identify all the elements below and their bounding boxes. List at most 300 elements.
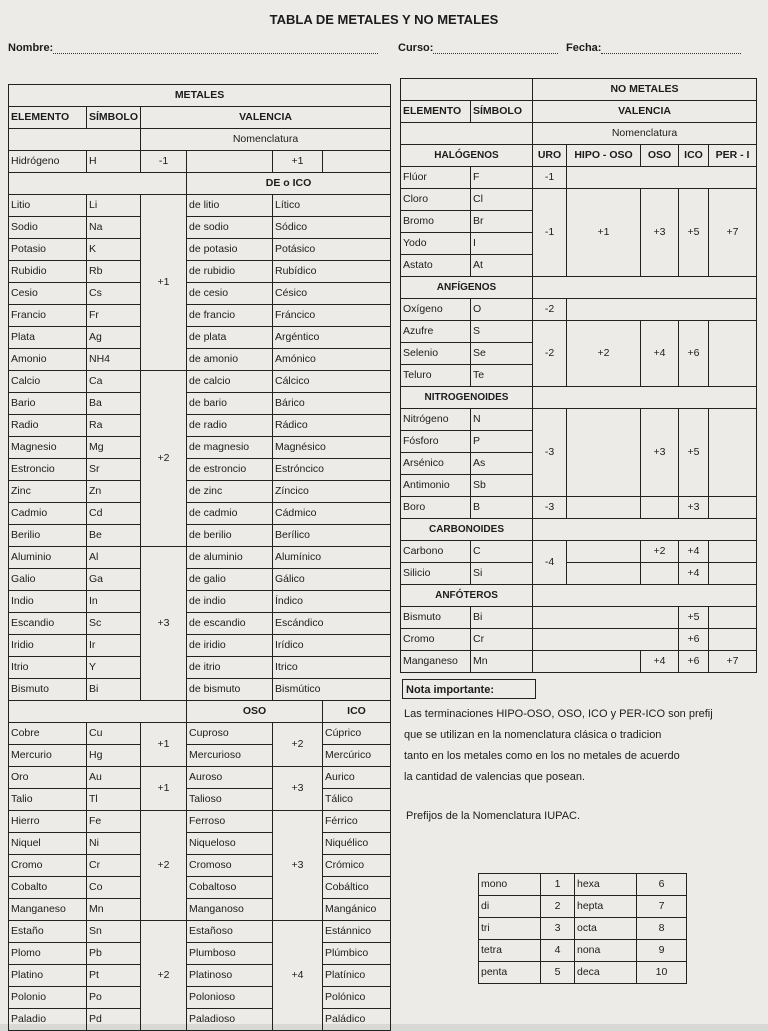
table-cell: Co: [87, 877, 141, 899]
table-cell: Itrio: [9, 657, 87, 679]
table-cell: Plata: [9, 327, 87, 349]
valencia-cell: +2: [273, 723, 323, 767]
table-cell: Azufre: [401, 321, 471, 343]
table-cell: +6: [679, 651, 709, 673]
table-cell: de calcio: [187, 371, 273, 393]
table-cell: tri: [479, 918, 541, 940]
fecha-field: Fecha:: [566, 42, 741, 54]
table-cell: Pt: [87, 965, 141, 987]
table-cell: 9: [637, 940, 687, 962]
table-cell: -2: [533, 299, 567, 321]
table-cell: Potásico: [273, 239, 391, 261]
metal-row: [9, 899, 391, 921]
table-cell: [533, 607, 679, 629]
table-cell: Fr: [87, 305, 141, 327]
iupac-title: Prefijos de la Nomenclatura IUPAC.: [406, 810, 581, 822]
table-cell: Selenio: [401, 343, 471, 365]
table-cell: Talio: [9, 789, 87, 811]
table-cell: Cu: [87, 723, 141, 745]
metal-row: [9, 789, 391, 811]
table-row: [401, 387, 757, 409]
table-cell: Cs: [87, 283, 141, 305]
metal-row: [9, 1009, 391, 1031]
table-cell: Fósforo: [401, 431, 471, 453]
table-cell: Oxígeno: [401, 299, 471, 321]
table-cell: At: [471, 255, 533, 277]
table-cell: Ra: [87, 415, 141, 437]
table-cell: [533, 277, 757, 299]
table-cell: 2: [541, 896, 575, 918]
table-cell: hexa: [575, 874, 637, 896]
table-cell: Al: [87, 547, 141, 569]
table-cell: Po: [87, 987, 141, 1009]
table-cell: [323, 151, 391, 173]
table-cell: Magnesio: [9, 437, 87, 459]
prefijos-table: [478, 873, 687, 984]
valencia-cell: +7: [709, 189, 757, 277]
table-cell: Astato: [401, 255, 471, 277]
table-cell: Y: [87, 657, 141, 679]
anfigenos-label: ANFÍGENOS: [401, 277, 533, 299]
table-cell: [641, 497, 679, 519]
col-elemento: ELEMENTO: [9, 107, 87, 129]
table-cell: Paládico: [323, 1009, 391, 1031]
nm-header-row: [401, 101, 757, 123]
table-cell: 3: [541, 918, 575, 940]
valencia-cell: +6: [679, 321, 709, 387]
table-cell: Cd: [87, 503, 141, 525]
table-cell: de amonio: [187, 349, 273, 371]
table-cell: Cr: [87, 855, 141, 877]
table-cell: de potasio: [187, 239, 273, 261]
nota-line: que se utilizan en la nomenclatura clásica o tradicion: [404, 729, 662, 741]
table-cell: Rádico: [273, 415, 391, 437]
metal-row: [9, 745, 391, 767]
table-cell: Cálcico: [273, 371, 391, 393]
table-row: [401, 563, 757, 585]
table-cell: Sn: [87, 921, 141, 943]
table-cell: Cl: [471, 189, 533, 211]
table-cell: Cobre: [9, 723, 87, 745]
table-cell: +5: [679, 409, 709, 497]
table-cell: Platino: [9, 965, 87, 987]
metal-row: [9, 833, 391, 855]
valencia-cell: +2: [141, 371, 187, 547]
col-valencia: VALENCIA: [533, 101, 757, 123]
table-cell: Manganeso: [9, 899, 87, 921]
nota-line: tanto en los metales como en los no metales de acuerdo: [404, 750, 680, 762]
table-cell: Bárico: [273, 393, 391, 415]
table-cell: penta: [479, 962, 541, 984]
metal-row: [9, 437, 391, 459]
table-cell: K: [87, 239, 141, 261]
table-cell: Manganoso: [187, 899, 273, 921]
table-cell: de berilio: [187, 525, 273, 547]
nombre-field: Nombre:: [8, 42, 378, 54]
table-cell: F: [471, 167, 533, 189]
table-row: [401, 541, 757, 563]
table-cell: Cobaltoso: [187, 877, 273, 899]
table-cell: Sódico: [273, 217, 391, 239]
table-cell: +3: [641, 409, 679, 497]
table-cell: Te: [471, 365, 533, 387]
table-cell: +5: [679, 607, 709, 629]
table-row: [401, 519, 757, 541]
halogenos-label: HALÓGENOS: [401, 145, 533, 167]
table-cell: Ag: [87, 327, 141, 349]
metal-row: [9, 217, 391, 239]
table-cell: Pd: [87, 1009, 141, 1031]
table-cell: Mercurio: [9, 745, 87, 767]
table-cell: nona: [575, 940, 637, 962]
metales-header-row: [9, 107, 391, 129]
nm-row: [401, 321, 757, 343]
table-cell: Radio: [9, 415, 87, 437]
table-cell: Cádmico: [273, 503, 391, 525]
prefijo-row: [479, 896, 687, 918]
table-cell: [567, 409, 641, 497]
valencia-cell: +1: [141, 767, 187, 811]
table-cell: Cloro: [401, 189, 471, 211]
ico-label: ICO: [323, 701, 391, 723]
table-cell: [533, 387, 757, 409]
table-cell: Mn: [87, 899, 141, 921]
valencia-cell: +3: [273, 767, 323, 811]
table-cell: Niqueloso: [187, 833, 273, 855]
metal-row: [9, 371, 391, 393]
valencia-cell: +4: [641, 321, 679, 387]
no-metales-table: [400, 78, 757, 673]
table-cell: [401, 79, 533, 101]
table-cell: Índico: [273, 591, 391, 613]
table-cell: Gálico: [273, 569, 391, 591]
table-cell: Be: [87, 525, 141, 547]
table-cell: Carbono: [401, 541, 471, 563]
table-cell: P: [471, 431, 533, 453]
table-row: [401, 299, 757, 321]
table-cell: Niquélico: [323, 833, 391, 855]
table-cell: de francio: [187, 305, 273, 327]
table-cell: 4: [541, 940, 575, 962]
table-cell: Tálico: [323, 789, 391, 811]
table-cell: ICO: [679, 145, 709, 167]
table-cell: Zn: [87, 481, 141, 503]
table-cell: de magnesio: [187, 437, 273, 459]
nomenclatura-label: Nomenclatura: [141, 129, 391, 151]
table-cell: Iridio: [9, 635, 87, 657]
table-cell: Francio: [9, 305, 87, 327]
metal-row: [9, 503, 391, 525]
table-cell: [709, 321, 757, 387]
table-cell: Pb: [87, 943, 141, 965]
halogenos-header-row: [401, 145, 757, 167]
table-cell: Aurico: [323, 767, 391, 789]
prefijo-row: [479, 940, 687, 962]
metal-row: [9, 195, 391, 217]
anfoteros-label: ANFÓTEROS: [401, 585, 533, 607]
table-cell: de bario: [187, 393, 273, 415]
table-cell: Plomo: [9, 943, 87, 965]
nota-line: Las terminaciones HIPO-OSO, OSO, ICO y PER-ICO son prefij: [404, 708, 713, 720]
table-cell: Silicio: [401, 563, 471, 585]
no-metales-title: NO METALES: [533, 79, 757, 101]
table-cell: Talioso: [187, 789, 273, 811]
metal-row: [9, 811, 391, 833]
table-cell: 7: [637, 896, 687, 918]
metal-row: [9, 657, 391, 679]
table-cell: Bismuto: [401, 607, 471, 629]
table-cell: [187, 151, 273, 173]
table-cell: Bi: [87, 679, 141, 701]
prefijo-row: [479, 918, 687, 940]
col-elemento: ELEMENTO: [401, 101, 471, 123]
table-cell: Fe: [87, 811, 141, 833]
metal-row: [9, 635, 391, 657]
valencia-cell: +3: [273, 811, 323, 921]
table-cell: Boro: [401, 497, 471, 519]
table-cell: +4: [679, 563, 709, 585]
curso-field: Curso:: [398, 42, 558, 54]
table-cell: Sc: [87, 613, 141, 635]
table-cell: hepta: [575, 896, 637, 918]
table-cell: Bi: [471, 607, 533, 629]
table-cell: di: [479, 896, 541, 918]
table-cell: Estróncico: [273, 459, 391, 481]
table-cell: de sodio: [187, 217, 273, 239]
metal-row: [9, 481, 391, 503]
table-cell: Plumboso: [187, 943, 273, 965]
metal-row: [9, 261, 391, 283]
table-cell: Escándico: [273, 613, 391, 635]
table-cell: de estroncio: [187, 459, 273, 481]
table-cell: Itrico: [273, 657, 391, 679]
valencia-cell: +5: [679, 189, 709, 277]
table-cell: Arsénico: [401, 453, 471, 475]
table-cell: Cromo: [9, 855, 87, 877]
table-row: [401, 167, 757, 189]
table-cell: Plúmbico: [323, 943, 391, 965]
table-cell: Estaño: [9, 921, 87, 943]
table-cell: Cromo: [401, 629, 471, 651]
table-cell: de rubidio: [187, 261, 273, 283]
table-row: [401, 607, 757, 629]
table-cell: Au: [87, 767, 141, 789]
table-cell: de indio: [187, 591, 273, 613]
table-cell: Paladioso: [187, 1009, 273, 1031]
table-cell: Sr: [87, 459, 141, 481]
valencia-cell: +1: [567, 189, 641, 277]
table-row: [9, 129, 391, 151]
col-simbolo: SÍMBOLO: [87, 107, 141, 129]
table-cell: Niquel: [9, 833, 87, 855]
table-cell: Litio: [9, 195, 87, 217]
table-cell: Paladio: [9, 1009, 87, 1031]
table-row: [401, 277, 757, 299]
table-cell: Potasio: [9, 239, 87, 261]
table-cell: C: [471, 541, 533, 563]
table-cell: de galio: [187, 569, 273, 591]
table-cell: Cobáltico: [323, 877, 391, 899]
table-cell: 5: [541, 962, 575, 984]
table-cell: Bromo: [401, 211, 471, 233]
table-cell: Li: [87, 195, 141, 217]
metal-row: [9, 415, 391, 437]
table-cell: [567, 299, 757, 321]
table-cell: Indio: [9, 591, 87, 613]
table-cell: de plata: [187, 327, 273, 349]
table-cell: Magnésico: [273, 437, 391, 459]
table-cell: Amonio: [9, 349, 87, 371]
table-cell: Lítico: [273, 195, 391, 217]
metal-row: [9, 459, 391, 481]
table-cell: Cr: [471, 629, 533, 651]
table-cell: de litio: [187, 195, 273, 217]
table-cell: URO: [533, 145, 567, 167]
table-cell: de cesio: [187, 283, 273, 305]
table-row: [9, 701, 391, 723]
prefijo-row: [479, 962, 687, 984]
table-cell: Berílico: [273, 525, 391, 547]
nm-title-row: [401, 79, 757, 101]
table-cell: Escandio: [9, 613, 87, 635]
table-cell: deca: [575, 962, 637, 984]
table-row: [401, 497, 757, 519]
valencia-cell: +1: [141, 723, 187, 767]
table-cell: Fráncico: [273, 305, 391, 327]
table-cell: [709, 629, 757, 651]
table-cell: Rubídico: [273, 261, 391, 283]
table-cell: de aluminio: [187, 547, 273, 569]
table-cell: Argéntico: [273, 327, 391, 349]
col-simbolo: SÍMBOLO: [471, 101, 533, 123]
table-cell: [567, 497, 641, 519]
nm-row: [401, 189, 757, 211]
table-cell: Zinc: [9, 481, 87, 503]
table-cell: [533, 651, 641, 673]
table-cell: 6: [637, 874, 687, 896]
table-cell: Ca: [87, 371, 141, 393]
table-cell: Cesio: [9, 283, 87, 305]
table-cell: Cobalto: [9, 877, 87, 899]
table-cell: Yodo: [401, 233, 471, 255]
table-cell: Berilio: [9, 525, 87, 547]
table-cell: Ga: [87, 569, 141, 591]
table-cell: [641, 563, 679, 585]
table-cell: [567, 167, 757, 189]
table-cell: Crómico: [323, 855, 391, 877]
table-cell: Amónico: [273, 349, 391, 371]
table-cell: Ir: [87, 635, 141, 657]
table-cell: [9, 129, 141, 151]
nota-text: [404, 704, 760, 788]
metal-row: [9, 723, 391, 745]
valencia-cell: +2: [567, 321, 641, 387]
table-cell: +7: [709, 651, 757, 673]
table-cell: Hg: [87, 745, 141, 767]
metal-row: [9, 613, 391, 635]
table-cell: Si: [471, 563, 533, 585]
table-cell: Calcio: [9, 371, 87, 393]
table-cell: Férrico: [323, 811, 391, 833]
table-cell: [709, 541, 757, 563]
de-ico-label: DE o ICO: [187, 173, 391, 195]
metal-row: [9, 569, 391, 591]
table-cell: Rubidio: [9, 261, 87, 283]
table-cell: Ba: [87, 393, 141, 415]
table-cell: Hierro: [9, 811, 87, 833]
table-cell: Tl: [87, 789, 141, 811]
table-cell: 8: [637, 918, 687, 940]
table-cell: de radio: [187, 415, 273, 437]
table-cell: octa: [575, 918, 637, 940]
table-cell: Nitrógeno: [401, 409, 471, 431]
table-cell: Ferroso: [187, 811, 273, 833]
table-cell: Aluminio: [9, 547, 87, 569]
table-cell: Estroncio: [9, 459, 87, 481]
table-cell: Flúor: [401, 167, 471, 189]
table-row: [9, 173, 391, 195]
table-cell: Mg: [87, 437, 141, 459]
table-cell: Estañoso: [187, 921, 273, 943]
metal-row: [9, 525, 391, 547]
metal-row: [9, 349, 391, 371]
table-cell: Galio: [9, 569, 87, 591]
table-cell: Sb: [471, 475, 533, 497]
metales-table: [8, 84, 391, 1031]
valencia-cell: +3: [641, 189, 679, 277]
table-cell: 1: [541, 874, 575, 896]
metal-row: [9, 679, 391, 701]
table-cell: Mn: [471, 651, 533, 673]
table-cell: [533, 629, 679, 651]
table-cell: [533, 585, 757, 607]
metal-row: [9, 965, 391, 987]
table-cell: H: [87, 151, 141, 173]
table-cell: 10: [637, 962, 687, 984]
table-cell: tetra: [479, 940, 541, 962]
table-cell: Polonio: [9, 987, 87, 1009]
table-cell: B: [471, 497, 533, 519]
metal-row: [9, 393, 391, 415]
page-title: TABLA DE METALES Y NO METALES: [269, 12, 499, 27]
table-cell: Platínico: [323, 965, 391, 987]
metales-title: METALES: [9, 85, 391, 107]
table-cell: Mercurioso: [187, 745, 273, 767]
table-cell: Polónico: [323, 987, 391, 1009]
table-cell: -3: [533, 409, 567, 497]
table-cell: de itrio: [187, 657, 273, 679]
table-cell: +4: [679, 541, 709, 563]
table-cell: Césico: [273, 283, 391, 305]
table-cell: [709, 409, 757, 497]
table-row: [401, 651, 757, 673]
table-cell: Br: [471, 211, 533, 233]
table-cell: Manganeso: [401, 651, 471, 673]
metal-row: [9, 239, 391, 261]
metal-row: [9, 877, 391, 899]
metal-row: [9, 283, 391, 305]
table-cell: Rb: [87, 261, 141, 283]
metal-row: [9, 943, 391, 965]
valencia-cell: +4: [273, 921, 323, 1031]
table-cell: +3: [679, 497, 709, 519]
prefijo-row: [479, 874, 687, 896]
table-cell: N: [471, 409, 533, 431]
valencia-cell: +3: [141, 547, 187, 701]
metal-row: [9, 547, 391, 569]
hidrogeno-row: [9, 151, 391, 173]
table-cell: Bario: [9, 393, 87, 415]
